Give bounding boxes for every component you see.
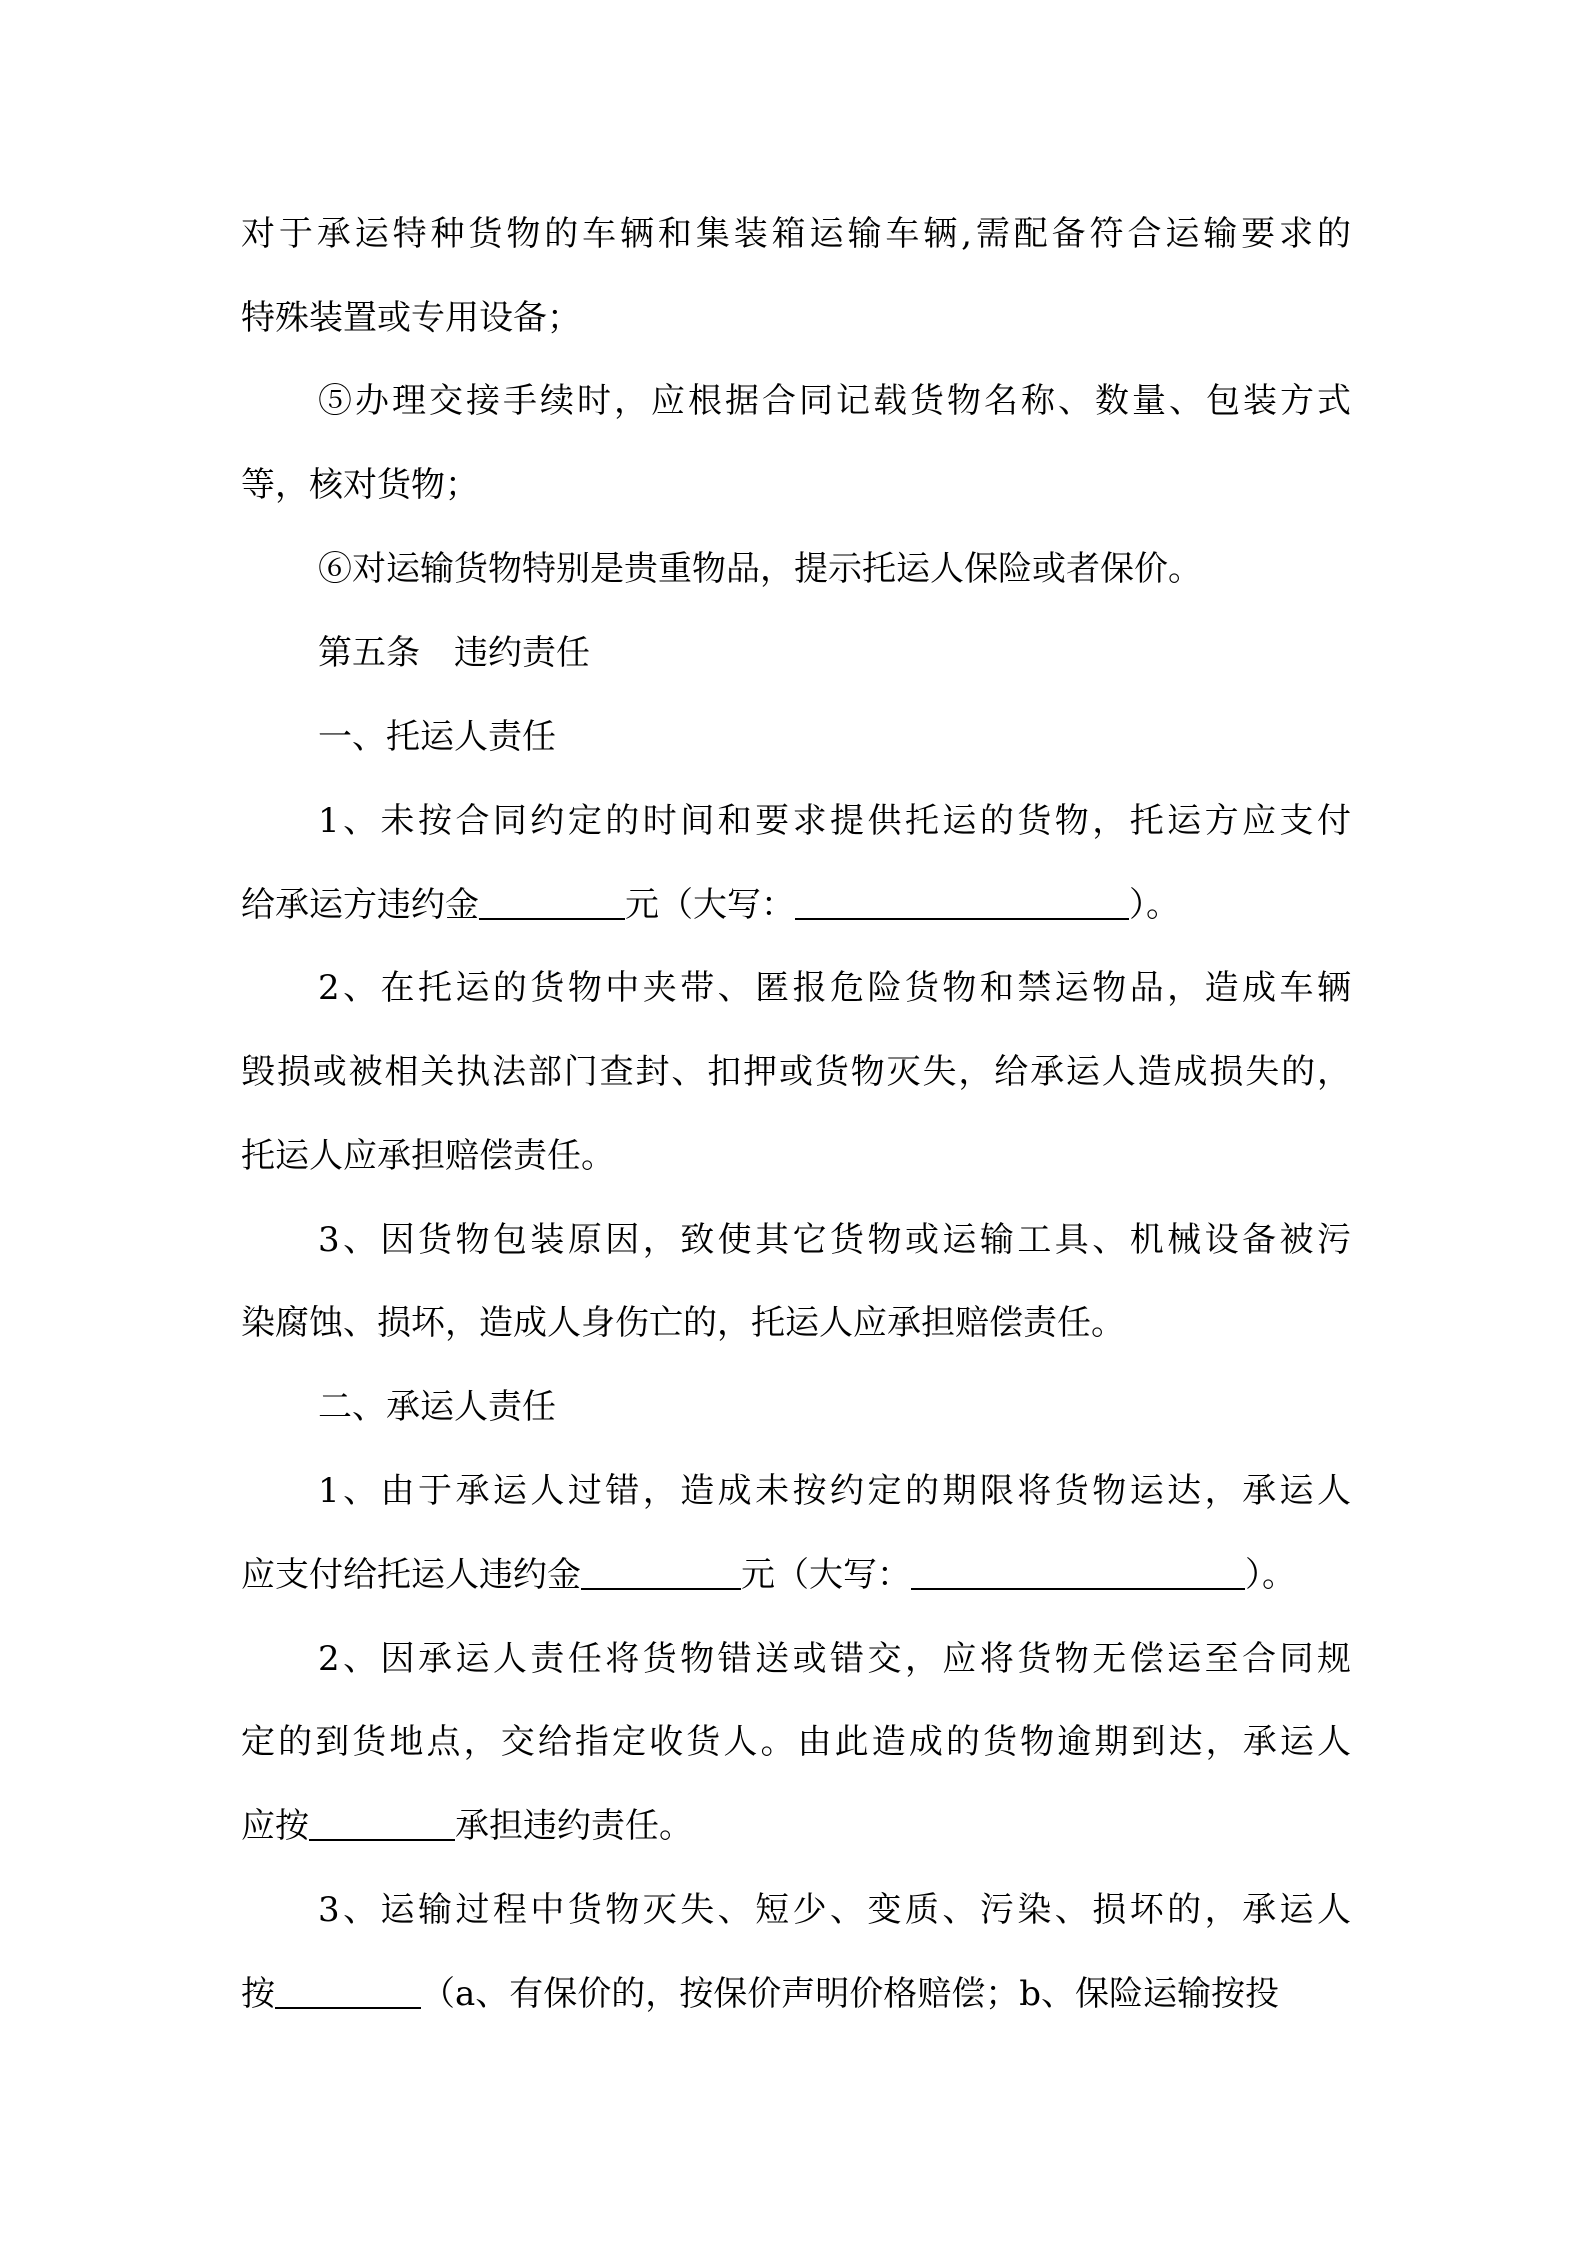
text-line-with-blanks xyxy=(241,883,1351,927)
text-segment: （a、有保价的，按保价声明价格赔偿；b、保险运输按投 xyxy=(421,1974,1280,2014)
text-segment: 元（大写： xyxy=(741,1555,911,1595)
text-line: 2、因承运人责任将货物错送或错交，应将货物无偿运至合同规 xyxy=(318,1639,1351,1679)
text-segment: ）。 xyxy=(1245,1555,1296,1595)
subsection-heading: 一、托运人责任 xyxy=(318,717,556,757)
fill-in-blank[interactable] xyxy=(479,886,625,920)
text-line: 2、在托运的货物中夹带、匿报危险货物和禁运物品，造成车辆 xyxy=(318,968,1351,1008)
text-line: 特殊装置或专用设备； xyxy=(241,298,581,338)
text-line-with-blanks xyxy=(241,1972,1351,2016)
fill-in-blank[interactable] xyxy=(581,1556,741,1590)
clause-6-line: ⑥对运输货物特别是贵重物品，提示托运人保险或者保价。 xyxy=(318,549,1202,589)
text-line-with-blanks xyxy=(241,1804,1351,1848)
text-line: 1、未按合同约定的时间和要求提供托运的货物，托运方应支付 xyxy=(318,801,1351,841)
text-line: 1、由于承运人过错，造成未按约定的期限将货物运达，承运人 xyxy=(318,1471,1351,1511)
fill-in-blank[interactable] xyxy=(911,1556,1245,1590)
text-segment: 应支付给托运人违约金 xyxy=(241,1555,581,1595)
section-heading: 第五条 违约责任 xyxy=(318,633,590,673)
text-segment: ）。 xyxy=(1129,885,1180,925)
text-segment: 元（大写： xyxy=(625,885,795,925)
text-line: 毁损或被相关执法部门查封、扣押或货物灭失，给承运人造成损失的， xyxy=(241,1052,1351,1092)
fill-in-blank[interactable] xyxy=(309,1807,455,1841)
text-line: 3、运输过程中货物灭失、短少、变质、污染、损坏的，承运人 xyxy=(318,1890,1351,1930)
fill-in-blank[interactable] xyxy=(275,1975,421,2009)
text-segment: 应按 xyxy=(241,1806,309,1846)
text-segment: 承担违约责任。 xyxy=(455,1806,693,1846)
text-line: 等，核对货物； xyxy=(241,465,479,505)
clause-5-line: ⑤办理交接手续时，应根据合同记载货物名称、数量、包装方式 xyxy=(318,381,1351,421)
subsection-heading: 二、承运人责任 xyxy=(318,1387,556,1427)
text-line: 3、因货物包装原因，致使其它货物或运输工具、机械设备被污 xyxy=(318,1220,1351,1260)
text-line: 对于承运特种货物的车辆和集装箱运输车辆,需配备符合运输要求的 xyxy=(241,214,1351,254)
fill-in-blank[interactable] xyxy=(795,886,1129,920)
text-line-with-blanks xyxy=(241,1553,1351,1597)
text-line: 定的到货地点，交给指定收货人。由此造成的货物逾期到达，承运人 xyxy=(241,1722,1351,1762)
text-line: 染腐蚀、损坏，造成人身伤亡的，托运人应承担赔偿责任。 xyxy=(241,1303,1125,1343)
text-segment: 给承运方违约金 xyxy=(241,885,479,925)
text-segment: 按 xyxy=(241,1974,275,2014)
text-line: 托运人应承担赔偿责任。 xyxy=(241,1136,615,1176)
